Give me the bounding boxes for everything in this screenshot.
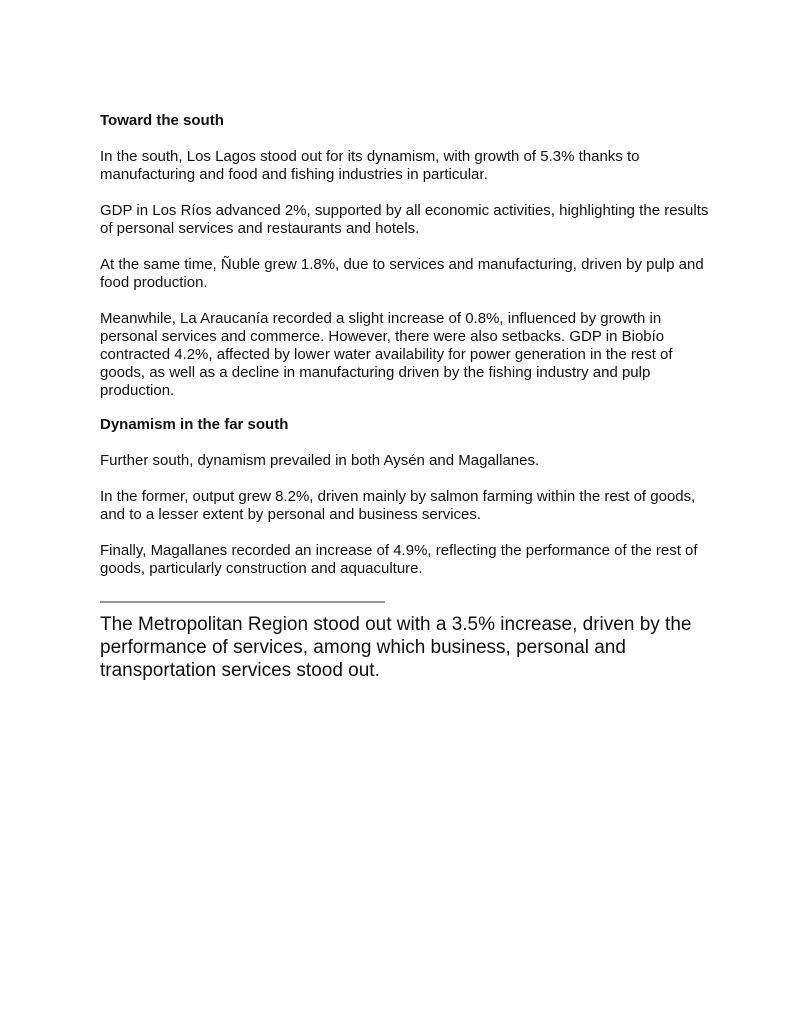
paragraph-los-lagos: In the south, Los Lagos stood out for its dynamism, with growth of 5.3% thanks to manufacturing and food and fishing industries in particular.	[100, 148, 640, 183]
footnote-metropolitan-region: The Metropolitan Region stood out with a 3.5% increase, driven by the performance of services, among which business, personal and transportation services stood out.	[100, 614, 692, 681]
paragraph-los-rios: GDP in Los Ríos advanced 2%, supported by all economic activities, highlighting the results of personal services and restaurants and hotels.	[100, 202, 709, 237]
paragraph-nuble: At the same time, Ñuble grew 1.8%, due to services and manufacturing, driven by pulp and food production.	[100, 256, 704, 291]
section-heading-far-south: Dynamism in the far south	[100, 416, 289, 433]
document-page	[100, 112, 710, 682]
paragraph-aysen-output: In the former, output grew 8.2%, driven mainly by salmon farming within the rest of goods, and to a lesser extent by personal and business services.	[100, 488, 696, 523]
paragraph-araucania-biobio: Meanwhile, La Araucanía recorded a slight increase of 0.8%, influenced by growth in personal services and commerce. However, there were also setbacks. GDP in Biobío contracted 4.2%, affected by lower water availability for power generation in the rest of goods, as well as a decline in manufacturing driven by the fishing industry and pulp production.	[100, 310, 673, 399]
paragraph-aysen-magallanes: Further south, dynamism prevailed in both Aysén and Magallanes.	[100, 452, 540, 469]
footnote-divider: ———————————————————	[100, 593, 385, 610]
paragraph-magallanes: Finally, Magallanes recorded an increase of 4.9%, reflecting the performance of the rest of goods, particularly construction and aquaculture.	[100, 542, 698, 577]
section-heading-toward-the-south: Toward the south	[100, 112, 224, 129]
